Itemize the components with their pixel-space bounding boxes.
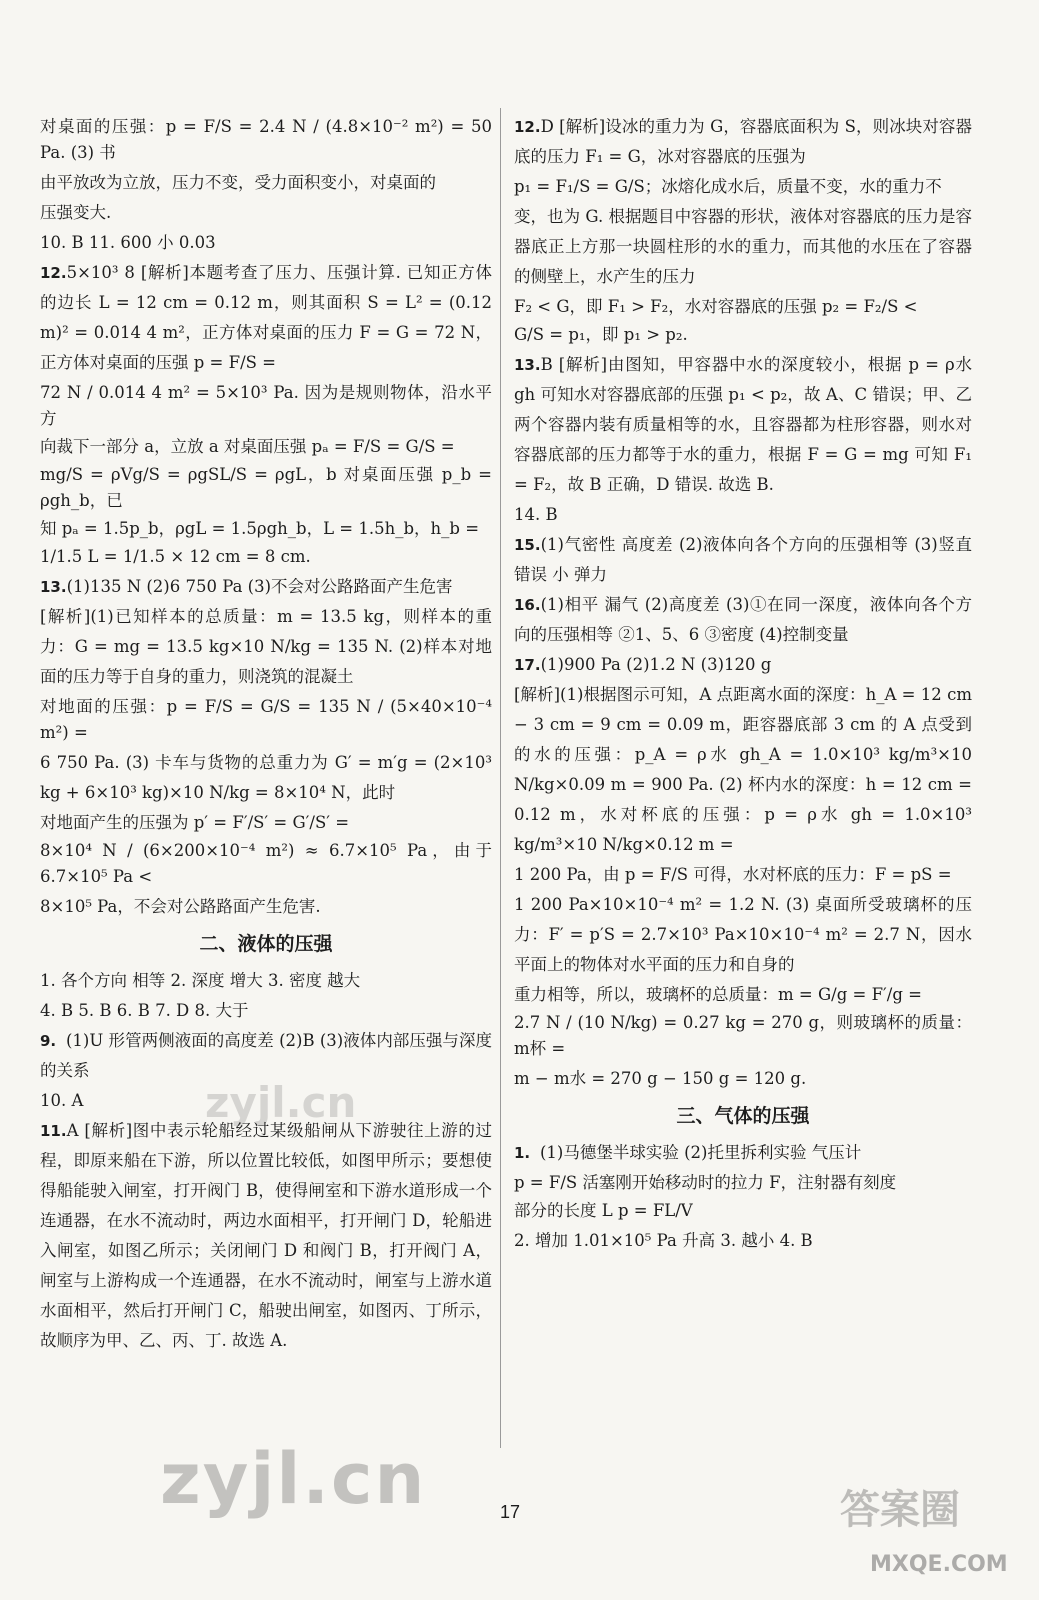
watermark: zyjl.cn — [205, 1078, 357, 1127]
equation-line: 对地面的压强：p = F/S = G/S = 135 N / (5×40×10⁻⁴ m²) = — [40, 697, 492, 742]
answer-text: D [解析]设冰的重力为 G，容器底面积为 S，则冰块对容器底的压力 F₁ = G，冰对容器底的压强为 — [514, 117, 972, 166]
equation-line: p = F/S 活塞刚开始移动时的拉力 F，注射器有刻度 — [514, 1173, 897, 1192]
question-number: 12. — [40, 264, 67, 282]
watermark: zyjl.cn — [160, 1438, 427, 1520]
answer-line: 10. A — [40, 1091, 84, 1110]
question-number: 15. — [514, 536, 541, 554]
equation-line: 知 pₐ = 1.5p_b，ρgL = 1.5ρgh_b，L = 1.5h_b，h_b = — [40, 519, 480, 538]
question-number: 16. — [514, 596, 541, 614]
answer-text: (1)135 N (2)6 750 Pa (3)不会对公路路面产生危害 — [66, 577, 453, 596]
text-line: 由平放改为立放，压力不变，受力面积变小，对桌面的 — [40, 173, 436, 192]
question-number: 17. — [514, 656, 541, 674]
text-line: 对桌面的压强：p = F/S = 2.4 N / (4.8×10⁻² m²) = 50 Pa. (3) 书 — [40, 117, 492, 162]
question-number: 1. — [514, 1144, 531, 1162]
equation-line: 72 N / 0.014 4 m² = 5×10³ Pa. 因为是规则物体，沿水平方 — [40, 383, 492, 428]
answer-text: B [解析]由图知，甲容器中水的深度较小，根据 p = ρ水 gh 可知水对容器底部的压强 p₁ < p₂，故 A、C 错误；甲、乙两个容器内装有质量相等的水，且容器都为柱形容器，则水对容器底部的压力都等于水的重力，根据 F = G = mg 可知 F₁ = F₂，故 B 正确，D 错误. 故选 B. — [514, 355, 972, 494]
explanation: 6 750 Pa. (3) 卡车与货物的总重力为 G′ = m′g = (2×10³ kg + 6×10³ kg)×10 N/kg = 8×10⁴ N，此时 — [40, 753, 492, 802]
answer-text: (1)气密性 高度差 (2)液体向各个方向的压强相等 (3)竖直 错误 小 弹力 — [514, 535, 972, 584]
text-line: m − m水 = 270 g − 150 g = 120 g. — [514, 1069, 807, 1088]
equation-line: G/S = p₁，即 p₁ > p₂. — [514, 325, 688, 344]
explanation: 变，也为 G. 根据题目中容器的形状，液体对容器底的压力是容器底正上方那一块圆柱形的水的重力，而其他的水压在了容器的侧壁上，水产生的压力 — [514, 207, 972, 286]
section-heading: 三、气体的压强 — [676, 1105, 810, 1127]
explanation: [解析](1)根据图示可知，A 点距离水面的深度：h_A = 12 cm − 3 cm = 9 cm = 0.09 m，距容器底部 3 cm 的 A 点受到的水的压强：p_A = ρ水 gh_A = 1.0×10³ kg/m³×10 N/kg×0.09 m = 900 Pa. (2) 杯内水的深度：h = 12 cm = 0.12 m，水对杯底的压强：p = ρ水 gh = 1.0×10³ kg/m³×10 N/kg×0.12 m = — [514, 685, 972, 854]
question-13 — [514, 350, 972, 500]
question-13 — [40, 572, 492, 602]
question-9 — [40, 1026, 492, 1086]
question-15 — [514, 530, 972, 590]
answer-text: 5×10³ 8 [解析]本题考查了压力、压强计算. 已知正方体的边长 L = 12 cm = 0.12 m，则其面积 S = L² = (0.12 m)² = 0.014 4 m²，正方体对桌面的压力 F = G = 72 N，正方体对桌面的压强 p = F/S = — [40, 263, 492, 372]
equation-line: 1/1.5 L = 1/1.5 × 12 cm = 8 cm. — [40, 547, 311, 566]
right-column — [514, 112, 972, 1256]
answer-line: 4. B 5. B 6. B 7. D 8. 大于 — [40, 1001, 249, 1020]
explanation: 1 200 Pa×10×10⁻⁴ m² = 1.2 N. (3) 桌面所受玻璃杯的压力：F′ = p′S = 2.7×10³ Pa×10×10⁻⁴ m² = 2.7 N，因水平面上的物体对水平面的压力和自身的 — [514, 895, 972, 974]
equation-line: 2.7 N / (10 N/kg) = 0.27 kg = 270 g，则玻璃杯的质量：m杯 = — [514, 1013, 972, 1058]
equation-line: 向裁下一部分 a，立放 a 对桌面压强 pₐ = F/S = G/S = — [40, 437, 455, 456]
equation-line: p₁ = F₁/S = G/S；冰熔化成水后，质量不变，水的重力不 — [514, 177, 942, 196]
text-line: 8×10⁵ Pa，不会对公路路面产生危害. — [40, 897, 321, 916]
equation-line: 重力相等，所以，玻璃杯的总质量：m = G/g = F′/g = — [514, 985, 922, 1004]
equation-line: 部分的长度 L p = FL/V — [514, 1201, 693, 1220]
section-heading: 二、液体的压强 — [199, 933, 333, 955]
question-12 — [40, 258, 492, 378]
left-column — [40, 112, 492, 1356]
question-number: 11. — [40, 1122, 67, 1140]
equation-line: 对地面产生的压强为 p′ = F′/S′ = G′/S′ = — [40, 813, 350, 832]
equation-line: 1 200 Pa，由 p = F/S 可得，水对杯底的压力：F = pS = — [514, 865, 952, 884]
question-number: 13. — [40, 578, 67, 596]
question-11 — [40, 1116, 492, 1356]
column-divider — [500, 108, 501, 1448]
answer-text: (1)U 形管两侧液面的高度差 (2)B (3)液体内部压强与深度的关系 — [40, 1031, 492, 1080]
equation-line: F₂ < G，即 F₁ > F₂，水对容器底的压强 p₂ = F₂/S < — [514, 297, 918, 316]
question-number: 12. — [514, 118, 541, 136]
answer-line: 10. B 11. 600 小 0.03 — [40, 233, 216, 252]
answer-text: A [解析]图中表示轮船经过某级船闸从下游驶往上游的过程，即原来船在下游，所以位置比较低，如图甲所示；要想使得船能驶入闸室，打开阀门 B，使得闸室和下游水道形成一个连通器，在水不流动时，两边水面相平，打开闸门 D，轮船进入闸室，如图乙所示；关闭闸门 D 和阀门 B，打开阀门 A，闸室与上游构成一个连通器，在水不流动时，闸室与上游水道水面相平，然后打开闸门 C，船驶出闸室，如图丙、丁所示，故顺序为甲、乙、丙、丁. 故选 A. — [40, 1121, 492, 1350]
answer-text: (1)900 Pa (2)1.2 N (3)120 g — [540, 655, 772, 674]
watermark-url: MXQE.COM — [870, 1552, 1008, 1577]
question-number: 13. — [514, 356, 541, 374]
question-17 — [514, 650, 972, 680]
equation-line: 8×10⁴ N / (6×200×10⁻⁴ m²) ≈ 6.7×10⁵ Pa，由于 6.7×10⁵ Pa < — [40, 841, 492, 886]
answer-line: 14. B — [514, 505, 558, 524]
answer-text: (1)马德堡半球实验 (2)托里拆利实验 气压计 — [540, 1143, 862, 1162]
text-line: 压强变大. — [40, 203, 112, 222]
answer-line: 1. 各个方向 相等 2. 深度 增大 3. 密度 越大 — [40, 971, 361, 990]
answer-text: (1)相平 漏气 (2)高度差 (3)①在同一深度，液体向各个方向的压强相等 ②1、5、6 ③密度 (4)控制变量 — [514, 595, 972, 644]
question-number: 9. — [40, 1032, 57, 1050]
page-number: 17 — [500, 1502, 521, 1522]
question-16 — [514, 590, 972, 650]
question-12 — [514, 112, 972, 172]
answer-line: 2. 增加 1.01×10⁵ Pa 升高 3. 越小 4. B — [514, 1231, 813, 1250]
explanation: [解析](1)已知样本的总质量：m = 13.5 kg，则样本的重力：G = mg = 13.5 kg×10 N/kg = 135 N. (2)样本对地面的压力等于自身的重力，则浇筑的混凝土 — [40, 607, 492, 686]
equation-line: mg/S = ρVg/S = ρgSL/S = ρgL，b 对桌面压强 p_b = ρgh_b，已 — [40, 465, 492, 510]
watermark-logo: 答案圈 — [840, 1487, 960, 1533]
question-1 — [514, 1138, 972, 1168]
